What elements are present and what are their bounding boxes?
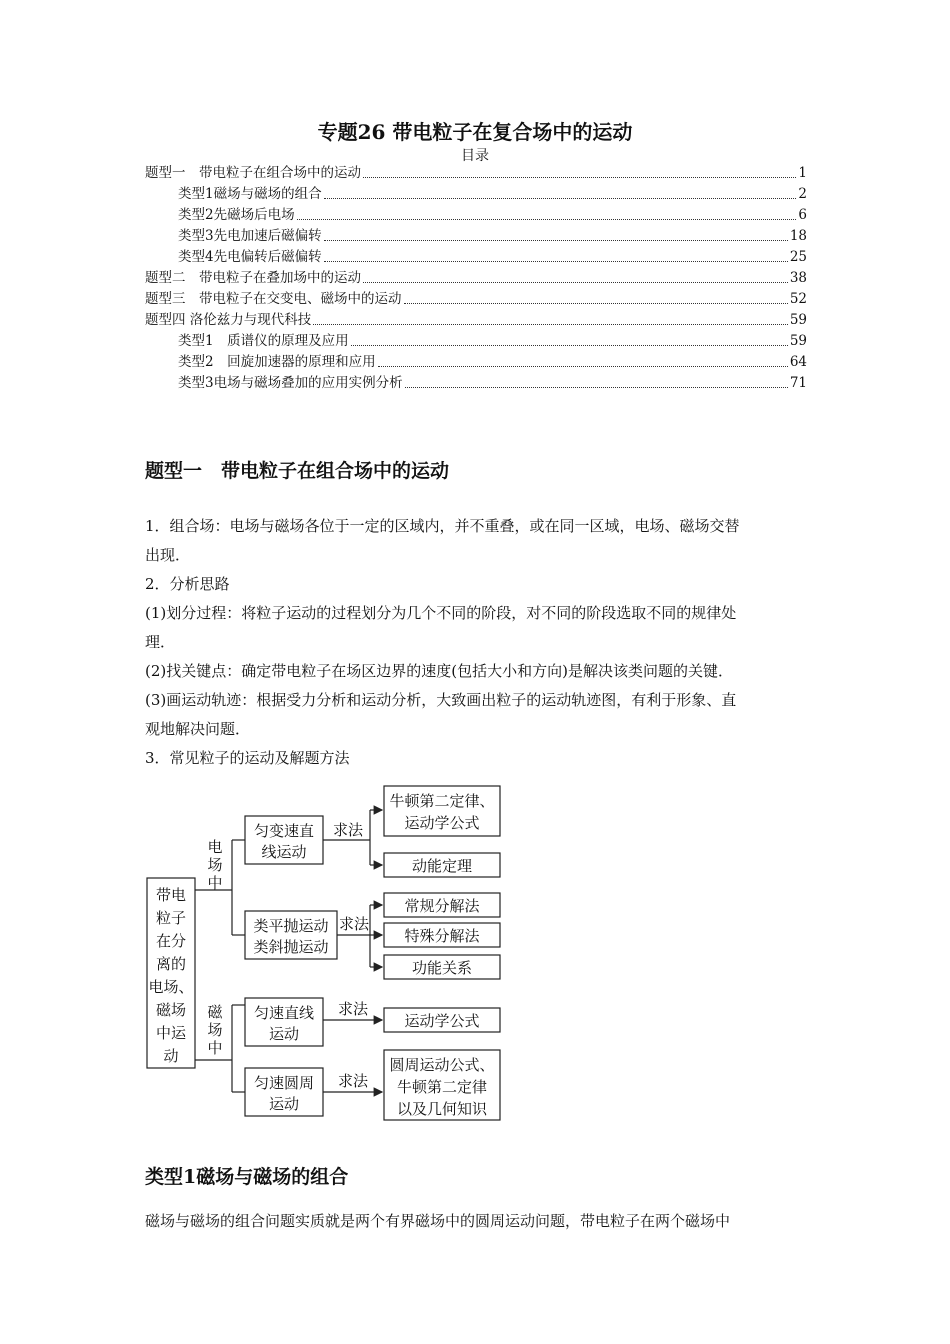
toc-entry-page: 2 bbox=[798, 186, 807, 202]
toc-leader-dots bbox=[324, 261, 788, 262]
qiufa-label: 求法 bbox=[338, 915, 370, 933]
toc-entry-page: 52 bbox=[789, 291, 807, 307]
paragraph: 理． bbox=[145, 633, 176, 651]
toc-leader-dots bbox=[363, 282, 788, 283]
toc-entry[interactable] bbox=[145, 330, 807, 351]
toc-entry[interactable] bbox=[145, 351, 807, 372]
root-line: 磁场 bbox=[155, 1001, 187, 1019]
toc-entry-label: 题型一 带电粒子在组合场中的运动 bbox=[145, 165, 361, 181]
section-heading-2: 类型1磁场与磁场的组合 bbox=[145, 1166, 349, 1188]
toc-entry-label: 类型4先电偏转后磁偏转 bbox=[178, 249, 322, 265]
toc-leader-dots bbox=[297, 219, 797, 220]
box-text: 常规分解法 bbox=[404, 897, 480, 915]
section-heading-1: 题型一 带电粒子在组合场中的运动 bbox=[145, 460, 450, 482]
paragraph: 磁场与磁场的组合问题实质就是两个有界磁场中的圆周运动问题，带电粒子在两个磁场中 bbox=[145, 1212, 731, 1230]
box-text: 牛顿第二定律 bbox=[396, 1078, 488, 1096]
toc-entry-label: 类型1 质谱仪的原理及应用 bbox=[178, 333, 349, 349]
magnetic-field-label: 磁 bbox=[207, 1003, 223, 1021]
electric-field-label: 电 bbox=[207, 838, 223, 856]
paragraph: 2．分析思路 bbox=[145, 575, 230, 593]
box-text: 匀速圆周 bbox=[253, 1074, 315, 1092]
table-of-contents bbox=[145, 162, 807, 393]
paragraph: 3．常见粒子的运动及解题方法 bbox=[145, 749, 350, 767]
toc-entry[interactable] bbox=[145, 162, 807, 183]
toc-entry[interactable] bbox=[145, 246, 807, 267]
root-line: 离的 bbox=[155, 955, 187, 973]
box-text: 运动学公式 bbox=[404, 1012, 480, 1030]
root-line: 在分 bbox=[155, 932, 187, 950]
toc-entry[interactable] bbox=[145, 267, 807, 288]
toc-leader-dots bbox=[378, 366, 788, 367]
box-text: 运动学公式 bbox=[404, 814, 480, 832]
toc-entry-label: 类型1磁场与磁场的组合 bbox=[178, 186, 322, 202]
paragraph: (3)画运动轨迹：根据受力分析和运动分析，大致画出粒子的运动轨迹图，有利于形象、直 bbox=[145, 691, 737, 709]
section-2-body bbox=[145, 1207, 810, 1236]
toc-entry-page: 18 bbox=[789, 228, 807, 244]
box-text: 牛顿第二定律、 bbox=[389, 792, 495, 810]
toc-leader-dots bbox=[324, 240, 788, 241]
toc-entry-page: 25 bbox=[789, 249, 807, 265]
box-text: 匀变速直 bbox=[253, 822, 315, 840]
toc-entry-label: 类型2 回旋加速器的原理和应用 bbox=[178, 354, 376, 370]
toc-leader-dots bbox=[363, 177, 796, 178]
toc-entry-page: 38 bbox=[789, 270, 807, 286]
toc-entry-page: 6 bbox=[798, 207, 807, 223]
paragraph: (2)找关键点：确定带电粒子在场区边界的速度(包括大小和方向)是解决该类问题的关键． bbox=[145, 662, 733, 680]
toc-entry-page: 71 bbox=[789, 375, 807, 391]
toc-entry[interactable] bbox=[145, 309, 807, 330]
box-text: 功能关系 bbox=[411, 959, 473, 977]
box-text: 以及几何知识 bbox=[396, 1100, 488, 1118]
toc-entry-label: 题型四 洛伦兹力与现代科技 bbox=[145, 312, 312, 328]
toc-leader-dots bbox=[313, 324, 788, 325]
root-line: 粒子 bbox=[155, 909, 187, 927]
method-flowchart bbox=[140, 780, 520, 1130]
magnetic-field-label: 中 bbox=[207, 1039, 223, 1057]
root-line: 动 bbox=[163, 1047, 179, 1065]
root-line: 带电 bbox=[155, 886, 187, 904]
box-text: 类斜抛运动 bbox=[253, 938, 329, 956]
root-line: 电场、 bbox=[148, 978, 194, 996]
paragraph: 观地解决问题． bbox=[145, 720, 251, 738]
toc-leader-dots bbox=[404, 303, 788, 304]
box-text: 特殊分解法 bbox=[404, 927, 480, 945]
box-text: 运动 bbox=[268, 1095, 300, 1113]
toc-leader-dots bbox=[351, 345, 788, 346]
document-title: 专题26 带电粒子在复合场中的运动 bbox=[317, 120, 633, 144]
section-1-body bbox=[145, 512, 810, 773]
box-text: 圆周运动公式、 bbox=[389, 1056, 495, 1074]
toc-entry[interactable] bbox=[145, 225, 807, 246]
toc-leader-dots bbox=[324, 198, 797, 199]
magnetic-field-label: 场 bbox=[207, 1021, 223, 1039]
qiufa-label: 求法 bbox=[332, 821, 364, 839]
box-text: 线运动 bbox=[261, 843, 307, 861]
qiufa-label: 求法 bbox=[337, 1072, 369, 1090]
toc-heading: 目录 bbox=[461, 148, 489, 164]
toc-entry-label: 题型三 带电粒子在交变电、磁场中的运动 bbox=[145, 291, 402, 307]
toc-entry-page: 59 bbox=[789, 312, 807, 328]
toc-leader-dots bbox=[405, 387, 788, 388]
paragraph: (1)划分过程：将粒子运动的过程划分为几个不同的阶段，对不同的阶段选取不同的规律处 bbox=[145, 604, 737, 622]
electric-field-label: 场 bbox=[207, 856, 223, 874]
paragraph: 1．组合场：电场与磁场各位于一定的区域内，并不重叠，或在同一区域，电场、磁场交替 bbox=[145, 517, 740, 535]
toc-entry-label: 类型2先磁场后电场 bbox=[178, 207, 295, 223]
toc-entry-label: 题型二 带电粒子在叠加场中的运动 bbox=[145, 270, 361, 286]
box-text: 运动 bbox=[268, 1025, 300, 1043]
toc-entry[interactable] bbox=[145, 372, 807, 393]
toc-entry-page: 59 bbox=[789, 333, 807, 349]
root-line: 中运 bbox=[155, 1024, 187, 1042]
toc-entry[interactable] bbox=[145, 183, 807, 204]
toc-entry-label: 类型3电场与磁场叠加的应用实例分析 bbox=[178, 375, 403, 391]
toc-entry-page: 1 bbox=[798, 165, 807, 181]
box-text: 匀速直线 bbox=[253, 1004, 315, 1022]
qiufa-label: 求法 bbox=[337, 1000, 369, 1018]
box-text: 类平抛运动 bbox=[253, 917, 329, 935]
toc-entry-label: 类型3先电加速后磁偏转 bbox=[178, 228, 322, 244]
toc-entry-page: 64 bbox=[789, 354, 807, 370]
box-text: 动能定理 bbox=[411, 857, 473, 875]
toc-entry[interactable] bbox=[145, 204, 807, 225]
electric-field-label: 中 bbox=[207, 874, 223, 892]
paragraph: 出现． bbox=[145, 546, 191, 564]
toc-entry[interactable] bbox=[145, 288, 807, 309]
